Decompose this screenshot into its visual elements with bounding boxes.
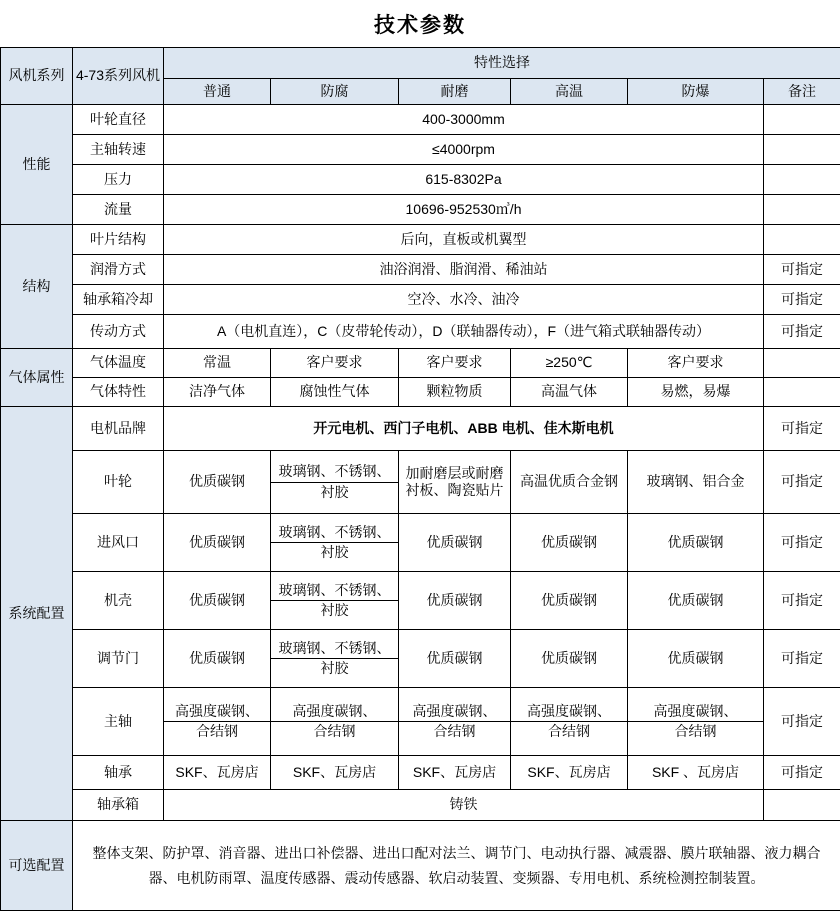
value-impeller-anticorrosion — [271, 451, 399, 514]
value-bearing-box-cooling: 空冷、水冷、油冷 — [164, 285, 764, 315]
header-feature-select: 特性选择 — [164, 48, 840, 79]
row-label-flow: 流量 — [73, 195, 164, 225]
value-inlet-anticorrosion — [271, 514, 399, 572]
value-blade-structure: 后向，直板或机翼型 — [164, 225, 764, 255]
value-shaft-wear-bottom: 合结钢 — [399, 722, 510, 742]
value-shaft-normal-top: 高强度碳钢、 — [164, 702, 270, 723]
row-label-blade-structure: 叶片结构 — [73, 225, 164, 255]
row-label-motor-brand: 电机品牌 — [73, 407, 164, 451]
value-shaft-anticorrosion-top: 高强度碳钢、 — [271, 702, 398, 723]
value-gas-character-normal: 洁净气体 — [164, 378, 271, 407]
value-optional-config: 整体支架、防护罩、消音器、进出口补偿器、进出口配对法兰、调节门、电动执行器、减震器、膜片联轴器、液力耦合器、电机防雨罩、温度传感器、震动传感器、软启动装置、变频器、专用电机、系统检测控制装置。 — [73, 821, 840, 911]
value-shaft-hightemp — [511, 688, 628, 756]
page-title: 技术参数 — [0, 0, 840, 47]
header-feature-wear-resistant: 耐磨 — [399, 79, 511, 105]
remark-bearing: 可指定 — [764, 756, 840, 790]
value-inlet-normal: 优质碳钢 — [164, 514, 271, 572]
value-gas-character-hightemp: 高温气体 — [511, 378, 628, 407]
value-damper-anticorrosion-top: 玻璃钢、不锈钢、 — [271, 639, 398, 660]
group-optional: 可选配置 — [1, 821, 73, 911]
value-shaft-speed: ≤4000rpm — [164, 135, 764, 165]
value-damper-normal: 优质碳钢 — [164, 630, 271, 688]
remark-flow — [764, 195, 840, 225]
remark-inlet: 可指定 — [764, 514, 840, 572]
remark-impeller-diameter — [764, 105, 840, 135]
row-label-pressure: 压力 — [73, 165, 164, 195]
row-label-shaft: 主轴 — [73, 688, 164, 756]
value-bearing-anticorrosion: SKF、瓦房店 — [271, 756, 399, 790]
value-pressure: 615-8302Pa — [164, 165, 764, 195]
row-label-bearing: 轴承 — [73, 756, 164, 790]
remark-lubrication: 可指定 — [764, 255, 840, 285]
remark-shaft: 可指定 — [764, 688, 840, 756]
header-series-value: 4-73系列风机 — [73, 48, 164, 105]
header-feature-anticorrosion: 防腐 — [271, 79, 399, 105]
remark-transmission: 可指定 — [764, 315, 840, 349]
value-gas-temp-normal: 常温 — [164, 349, 271, 378]
value-shaft-explosion-top: 高强度碳钢、 — [628, 702, 763, 723]
remark-bearing-box — [764, 790, 840, 821]
value-inlet-hightemp: 优质碳钢 — [511, 514, 628, 572]
value-lubrication: 油浴润滑、脂润滑、稀油站 — [164, 255, 764, 285]
group-performance: 性能 — [1, 105, 73, 225]
value-transmission: A（电机直连），C（皮带轮传动），D（联轴器传动），F（进气箱式联轴器传动） — [164, 315, 764, 349]
value-gas-character-anticorrosion: 腐蚀性气体 — [271, 378, 399, 407]
value-flow: 10696-952530㎥/h — [164, 195, 764, 225]
value-shaft-hightemp-top: 高强度碳钢、 — [511, 702, 627, 723]
value-bearing-explosion: SKF 、瓦房店 — [628, 756, 764, 790]
value-shaft-explosion — [628, 688, 764, 756]
value-bearing-wear: SKF、瓦房店 — [399, 756, 511, 790]
value-gas-temp-explosion: 客户要求 — [628, 349, 764, 378]
value-impeller-diameter: 400-3000mm — [164, 105, 764, 135]
value-casing-wear: 优质碳钢 — [399, 572, 511, 630]
value-shaft-wear — [399, 688, 511, 756]
value-impeller-normal: 优质碳钢 — [164, 451, 271, 514]
value-gas-temp-hightemp: ≥250℃ — [511, 349, 628, 378]
header-remark: 备注 — [764, 79, 840, 105]
value-bearing-hightemp: SKF、瓦房店 — [511, 756, 628, 790]
header-series-label: 风机系列 — [1, 48, 73, 105]
value-shaft-explosion-bottom: 合结钢 — [628, 722, 763, 742]
value-inlet-explosion: 优质碳钢 — [628, 514, 764, 572]
row-label-transmission: 传动方式 — [73, 315, 164, 349]
value-bearing-box: 铸铁 — [164, 790, 764, 821]
group-gas: 气体属性 — [1, 349, 73, 407]
value-shaft-wear-top: 高强度碳钢、 — [399, 702, 510, 723]
row-label-bearing-box-cooling: 轴承箱冷却 — [73, 285, 164, 315]
value-damper-anticorrosion — [271, 630, 399, 688]
value-casing-normal: 优质碳钢 — [164, 572, 271, 630]
remark-casing: 可指定 — [764, 572, 840, 630]
value-gas-temp-anticorrosion: 客户要求 — [271, 349, 399, 378]
header-feature-high-temp: 高温 — [511, 79, 628, 105]
remark-impeller: 可指定 — [764, 451, 840, 514]
row-label-impeller-diameter: 叶轮直径 — [73, 105, 164, 135]
remark-gas-character — [764, 378, 840, 407]
value-damper-wear: 优质碳钢 — [399, 630, 511, 688]
group-structure: 结构 — [1, 225, 73, 349]
value-shaft-anticorrosion — [271, 688, 399, 756]
value-impeller-hightemp: 高温优质合金钢 — [511, 451, 628, 514]
group-system: 系统配置 — [1, 407, 73, 821]
remark-damper: 可指定 — [764, 630, 840, 688]
value-gas-character-wear: 颗粒物质 — [399, 378, 511, 407]
row-label-impeller: 叶轮 — [73, 451, 164, 514]
row-label-bearing-box: 轴承箱 — [73, 790, 164, 821]
value-casing-anticorrosion-top: 玻璃钢、不锈钢、 — [271, 581, 398, 602]
header-feature-normal: 普通 — [164, 79, 271, 105]
value-motor-brand: 开元电机、西门子电机、ABB 电机、佳木斯电机 — [164, 407, 764, 451]
row-label-shaft-speed: 主轴转速 — [73, 135, 164, 165]
remark-blade-structure — [764, 225, 840, 255]
value-inlet-anticorrosion-top: 玻璃钢、不锈钢、 — [271, 523, 398, 544]
value-casing-hightemp: 优质碳钢 — [511, 572, 628, 630]
value-impeller-anticorrosion-top: 玻璃钢、不锈钢、 — [271, 462, 398, 483]
value-impeller-anticorrosion-bottom: 衬胶 — [271, 483, 398, 503]
value-inlet-anticorrosion-bottom: 衬胶 — [271, 543, 398, 563]
row-label-inlet: 进风口 — [73, 514, 164, 572]
value-shaft-hightemp-bottom: 合结钢 — [511, 722, 627, 742]
header-feature-explosion-proof: 防爆 — [628, 79, 764, 105]
value-damper-explosion: 优质碳钢 — [628, 630, 764, 688]
value-casing-explosion: 优质碳钢 — [628, 572, 764, 630]
remark-pressure — [764, 165, 840, 195]
value-bearing-normal: SKF、瓦房店 — [164, 756, 271, 790]
row-label-gas-character: 气体特性 — [73, 378, 164, 407]
value-inlet-wear: 优质碳钢 — [399, 514, 511, 572]
row-label-lubrication: 润滑方式 — [73, 255, 164, 285]
value-damper-hightemp: 优质碳钢 — [511, 630, 628, 688]
row-label-casing: 机壳 — [73, 572, 164, 630]
value-gas-character-explosion: 易燃，易爆 — [628, 378, 764, 407]
row-label-gas-temp: 气体温度 — [73, 349, 164, 378]
value-shaft-anticorrosion-bottom: 合结钢 — [271, 722, 398, 742]
remark-bearing-box-cooling: 可指定 — [764, 285, 840, 315]
remark-gas-temp — [764, 349, 840, 378]
value-gas-temp-wear: 客户要求 — [399, 349, 511, 378]
value-impeller-wear: 加耐磨层或耐磨衬板、陶瓷贴片 — [399, 451, 511, 514]
tech-parameters-table — [0, 47, 840, 911]
value-casing-anticorrosion-bottom: 衬胶 — [271, 601, 398, 621]
remark-motor-brand: 可指定 — [764, 407, 840, 451]
remark-shaft-speed — [764, 135, 840, 165]
value-shaft-normal — [164, 688, 271, 756]
value-casing-anticorrosion — [271, 572, 399, 630]
value-impeller-explosion: 玻璃钢、铝合金 — [628, 451, 764, 514]
row-label-damper: 调节门 — [73, 630, 164, 688]
value-shaft-normal-bottom: 合结钢 — [164, 722, 270, 742]
value-damper-anticorrosion-bottom: 衬胶 — [271, 659, 398, 679]
